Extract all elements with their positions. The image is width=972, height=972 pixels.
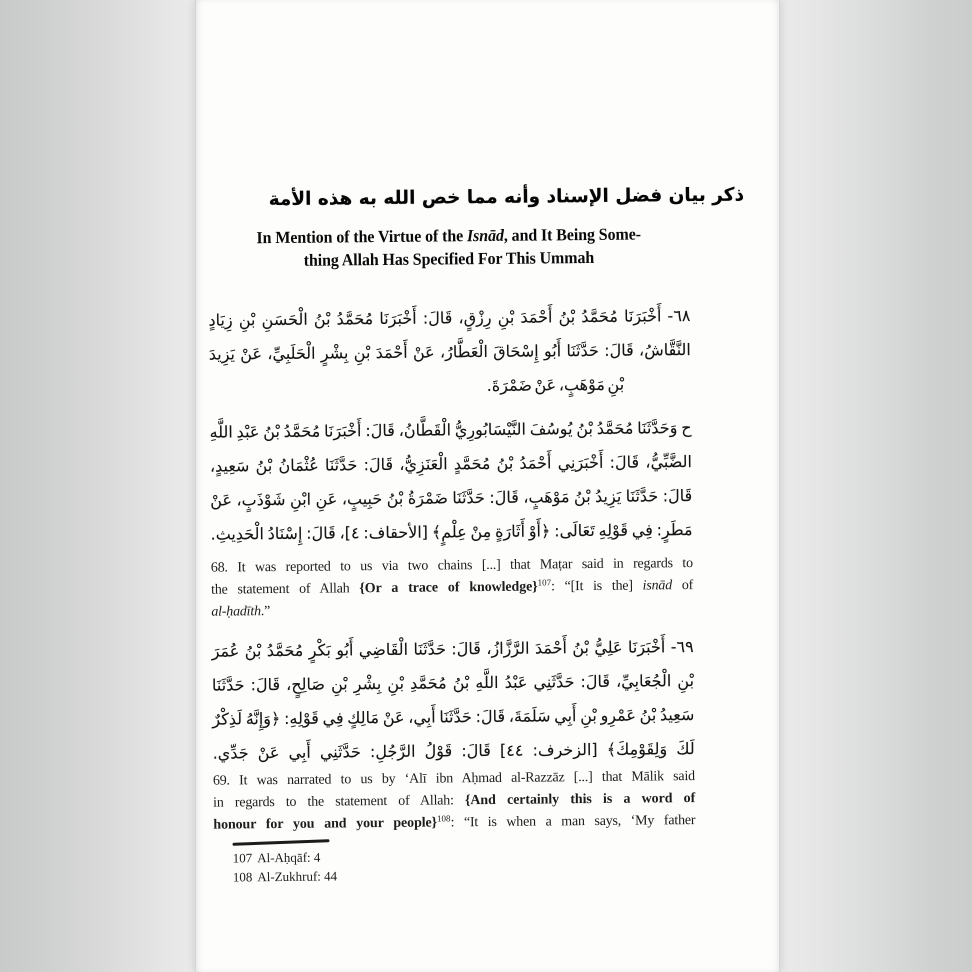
- narration-68-arabic-chain-2: [209, 411, 692, 552]
- narration-68-english: [211, 553, 694, 624]
- english-line: [211, 597, 693, 624]
- footnote-number: 107: [232, 849, 253, 865]
- narration-69-english: [213, 766, 696, 837]
- english-line: [211, 575, 693, 602]
- arabic-line: بْنِ مَوْهَبٍ، عَنْ ضَمْرَةَ.: [486, 374, 625, 396]
- arabic-line: بْنِ الْجُعَابِيِّ، قَالَ: حَدَّثَنِي عَبْدُ اللَّهِ بْنُ مُحَمَّدِ بْنِ بِشْرِ بْنِ صَالِحٍ، قَالَ: حَدَّثَنَا: [211, 671, 695, 695]
- isnad-italic: isnād: [642, 578, 673, 594]
- arabic-line: النَّقَّاشُ، قَالَ: حَدَّثَنَا أَبُو إِسْحَاقَ الْعَطَّارُ، عَنْ أَحْمَدَ بْنِ بِشْرٍ الْحَلَبِيِّ، عَنْ يَزِيدَ: [208, 340, 691, 364]
- arabic-line: لَكَ وَلِقَوْمِكَ﴾ [الزخرف: ٤٤] قَالَ: قَوْلُ الرَّجُلِ: حَدَّثَنِي أَبِي عَنْ جَدِّي.: [212, 739, 695, 763]
- arabic-line: الضَّبِّيُّ، قَالَ: أَخْبَرَنِي أَحْمَدُ بْنُ مُحَمَّدٍ الْعَنَزِيُّ، قَالَ: حَدَّثَنَا عُثْمَانُ بْنُ سَعِيدٍ،: [209, 452, 692, 476]
- chapter-heading-arabic: ذكر بيان فضل الإسناد وأنه مما خص الله به هذه الأمة: [268, 184, 745, 211]
- chapter-heading-english-line-2: thing Allah Has Specified For This Ummah: [303, 247, 595, 270]
- footnote-separator-rule: [233, 839, 330, 845]
- footnote-text: Al-Zukhruf: 44: [257, 867, 338, 884]
- footnote-108: [233, 863, 696, 886]
- hadith-italic: al-ḥadīth: [211, 604, 261, 620]
- heading-isnad-italic: Isnād: [466, 225, 504, 246]
- arabic-line: ح وَحَدَّثَنَا مُحَمَّدُ بْنُ يُوسُفَ النَّيْسَابُورِيُّ الْقَطَّانُ، قَالَ: أَخْبَرَنَا مُحَمَّدُ بْنُ عَبْدِ اللَّهِ: [209, 418, 692, 442]
- footnotes: [233, 844, 696, 886]
- english-line: 68. It was reported to us via two chains [...] that Maṭar said in regards to: [210, 556, 693, 576]
- arabic-line: ٦٨- أَخْبَرَنَا مُحَمَّدُ بْنُ أَحْمَدَ بْنِ رِزْقٍ، قَالَ: أَخْبَرَنَا مُحَمَّدُ بْنُ الْحَسَنِ بْنِ زِيَادٍ: [208, 306, 691, 330]
- english-line: [213, 810, 695, 837]
- english-text: .”: [260, 604, 271, 620]
- footnote-number: 108: [232, 868, 253, 884]
- narration-69-arabic-chain: [212, 630, 695, 771]
- english-text: in regards to the statement of Allah:: [213, 793, 466, 811]
- quran-quote-bold: {Or a trace of knowledge}: [359, 579, 538, 597]
- english-text: : “It is when a man says, ‘My father: [450, 813, 696, 831]
- english-text: the statement of Allah: [211, 581, 360, 598]
- heading-text: In Mention of the Virtue of the: [256, 226, 468, 248]
- heading-text: , and It Being Some-: [503, 224, 641, 245]
- english-line: 69. It was narrated to us by ‘Alī ibn Aḥmad al-Razzāz [...] that Mālik said: [212, 769, 695, 789]
- book-page: [195, 0, 780, 972]
- page-content: [192, 0, 783, 886]
- english-text: of: [671, 578, 694, 594]
- chapter-heading-english: [208, 222, 690, 273]
- arabic-line: قَالَ: حَدَّثَنَا يَزِيدُ بْنُ مَوْهَبٍ، قَالَ: حَدَّثَنَا ضَمْرَةُ بْنُ حَبِيبٍ، عَنِ ابْنِ شَوْذَبٍ، عَنْ: [210, 486, 693, 510]
- english-text: : “[It is the]: [551, 578, 643, 595]
- footnote-ref-108: 108: [436, 813, 451, 824]
- narration-68-arabic-chain-1: [208, 299, 691, 406]
- quran-quote-bold: honour for you and your people}: [213, 815, 438, 833]
- arabic-line: سَعِيدُ بْنُ عَمْرِو بْنِ أَبِي سَلَمَةَ، قَالَ: حَدَّثَنَا أَبِي، عَنْ مَالِكٍ فِي قَوْلِهِ: ﴿وَإِنَّهُ لَذِكْرٌ: [212, 705, 695, 729]
- footnote-text: Al-Aḥqāf: 4: [257, 849, 321, 865]
- arabic-line: مَطَرٍ: فِي قَوْلِهِ تَعَالَى: ﴿أَوْ أَثَارَةٍ مِنْ عِلْمٍ﴾ [الأحقاف: ٤]، قَالَ: إِسْنَادُ الْحَدِيثِ.: [210, 520, 693, 544]
- arabic-line: ٦٩- أَخْبَرَنَا عَلِيُّ بْنُ أَحْمَدَ الرَّزَّازُ، قَالَ: حَدَّثَنَا الْقَاضِي أَبُو بَكْرٍ مُحَمَّدُ بْنُ عُمَرَ: [211, 637, 694, 661]
- quran-quote-bold: {And certainly this is a word of: [464, 791, 696, 809]
- footnote-ref-107: 107: [537, 577, 552, 588]
